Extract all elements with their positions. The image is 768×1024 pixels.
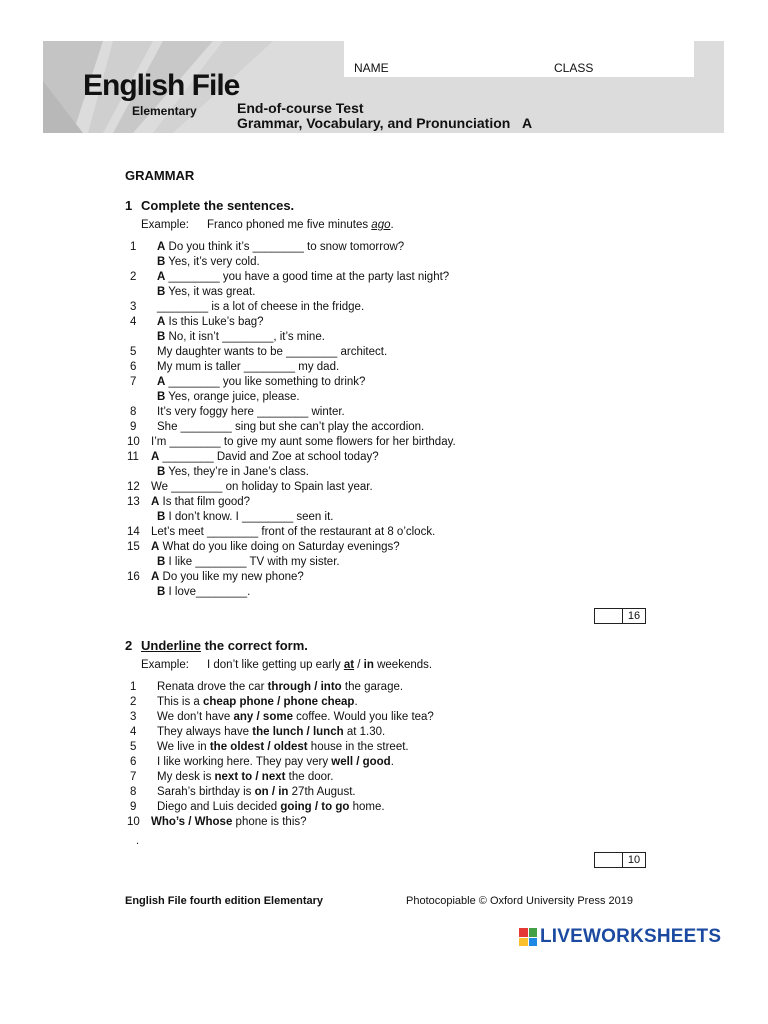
list-item: 4 A Is this Luke’s bag?: [130, 316, 264, 328]
list-item: 13 A Is that film good?: [127, 496, 251, 508]
logo-title: English File: [83, 69, 240, 102]
list-item: 5 We live in the oldest / oldest house in the street.: [130, 741, 409, 753]
list-item: B Yes, it was great.: [157, 286, 256, 298]
list-item: 2 A ________ you have a good time at the party last night?: [130, 271, 450, 283]
list-item: 7 A ________ you like something to drink?: [130, 376, 366, 388]
list-item: 6 I like working here. They pay very well / good.: [130, 756, 394, 768]
score-total: 10: [622, 853, 645, 867]
list-item: 1 A Do you think it’s ________ to snow tomorrow?: [130, 241, 405, 253]
list-item: B I love________.: [157, 586, 251, 598]
score-total: 16: [622, 609, 645, 623]
task-1-list: [127, 240, 456, 600]
logo-subtitle: Elementary: [132, 104, 197, 118]
score-box-task-1: [594, 608, 646, 624]
list-item: 6 My mum is taller ________ my dad.: [130, 361, 340, 373]
list-item: 1 Renata drove the car through / into the garage.: [130, 681, 404, 693]
footer-copyright: Photocopiable © Oxford University Press 2019: [406, 895, 633, 907]
liveworksheets-mark-icon: [519, 928, 537, 946]
test-version: A: [522, 115, 533, 131]
liveworksheets-wordmark: LIVEWORKSHEETS: [540, 926, 722, 947]
section-heading: GRAMMAR: [125, 168, 195, 183]
list-item: B I like ________ TV with my sister.: [157, 556, 340, 568]
list-item: 10 I’m ________ to give my aunt some flowers for her birthday.: [127, 436, 456, 448]
task-1-title: 1 Complete the sentences.: [125, 198, 295, 213]
list-item: 2 This is a cheap phone / phone cheap.: [130, 696, 358, 708]
list-item: B Yes, it’s very cold.: [157, 256, 260, 268]
list-item: 8 Sarah’s birthday is on / in 27th August.: [130, 786, 356, 798]
list-item: 16 A Do you like my new phone?: [127, 571, 304, 583]
header-banner: [43, 41, 724, 133]
task-1-example: Example: Franco phoned me five minutes ago.: [141, 219, 394, 231]
list-item: B Yes, they’re in Jane’s class.: [157, 466, 309, 478]
list-item: 9 She ________ sing but she can’t play the accordion.: [130, 421, 425, 433]
test-title: [237, 101, 532, 131]
list-item: 9 Diego and Luis decided going / to go home.: [130, 801, 385, 813]
class-label: CLASS: [554, 61, 594, 75]
example-answer: ago: [371, 219, 391, 231]
list-item: 8 It’s very foggy here ________ winter.: [130, 406, 345, 418]
list-item: 3 We don’t have any / some coffee. Would you like tea?: [130, 711, 434, 723]
task-2-list: [127, 680, 434, 830]
footer-edition: English File fourth edition Elementary: [125, 895, 324, 907]
list-item: 11 A ________ David and Zoe at school today?: [127, 451, 379, 463]
stray-dot: .: [136, 835, 140, 847]
list-item: 3 ________ is a lot of cheese in the fridge.: [130, 301, 365, 313]
list-item: 5 My daughter wants to be ________ architect.: [130, 346, 388, 358]
list-item: 12 We ________ on holiday to Spain last year.: [127, 481, 373, 493]
task-2-example: Example: I don’t like getting up early at / in weekends.: [141, 659, 433, 671]
list-item: 15 A What do you like doing on Saturday evenings?: [127, 541, 400, 553]
list-item: 14 Let’s meet ________ front of the restaurant at 8 o’clock.: [127, 526, 436, 538]
list-item: B Yes, orange juice, please.: [157, 391, 300, 403]
score-box-task-2: [594, 852, 646, 868]
task-2-title: 2 Underline the correct form.: [125, 638, 308, 653]
list-item: 10 Who’s / Whose phone is this?: [127, 816, 307, 828]
list-item: 7 My desk is next to / next the door.: [130, 771, 334, 783]
name-class-box: [344, 41, 694, 77]
list-item: 4 They always have the lunch / lunch at 1.30.: [130, 726, 386, 738]
list-item: B No, it isn’t ________, it’s mine.: [157, 331, 325, 343]
test-title-line-2: Grammar, Vocabulary, and Pronunciation A: [237, 115, 533, 131]
list-item: B I don’t know. I ________ seen it.: [157, 511, 334, 523]
liveworksheets-logo[interactable]: [519, 926, 721, 948]
name-label: NAME: [354, 61, 389, 75]
test-title-line-1: End-of-course Test: [237, 100, 364, 116]
